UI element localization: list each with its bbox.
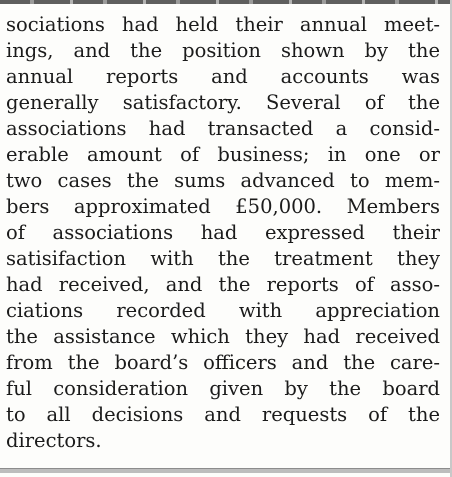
text-line: associations had transacted a consid-: [6, 117, 440, 140]
text-line: of associations had expressed their: [6, 221, 440, 244]
text-line: generally satisfactory. Several of the: [6, 91, 440, 114]
text-line: annual reports and accounts was: [6, 65, 440, 88]
text-line: had received, and the reports of asso-: [6, 273, 440, 296]
text-line: sociations had held their annual meet-: [6, 13, 440, 36]
text-line: ciations recorded with appreciation: [6, 299, 440, 322]
text-line: erable amount of business; in one or: [6, 143, 440, 166]
text-line: two cases the sums advanced to mem-: [6, 169, 440, 192]
text-line: bers approximated £50,000. Members: [6, 195, 440, 218]
text-line: ings, and the position shown by the: [6, 39, 440, 62]
article-paragraph: [6, 12, 440, 454]
text-line: to all decisions and requests of the: [6, 403, 440, 426]
text-line-last: directors.: [6, 429, 102, 452]
text-line: from the board’s officers and the care-: [6, 351, 440, 374]
text-line: satisifaction with the treatment they: [6, 247, 440, 270]
top-column-rule: [0, 0, 452, 4]
text-line: the assistance which they had received: [6, 325, 440, 348]
bottom-column-rule: [0, 468, 452, 473]
text-line: ful consideration given by the board: [6, 377, 440, 400]
